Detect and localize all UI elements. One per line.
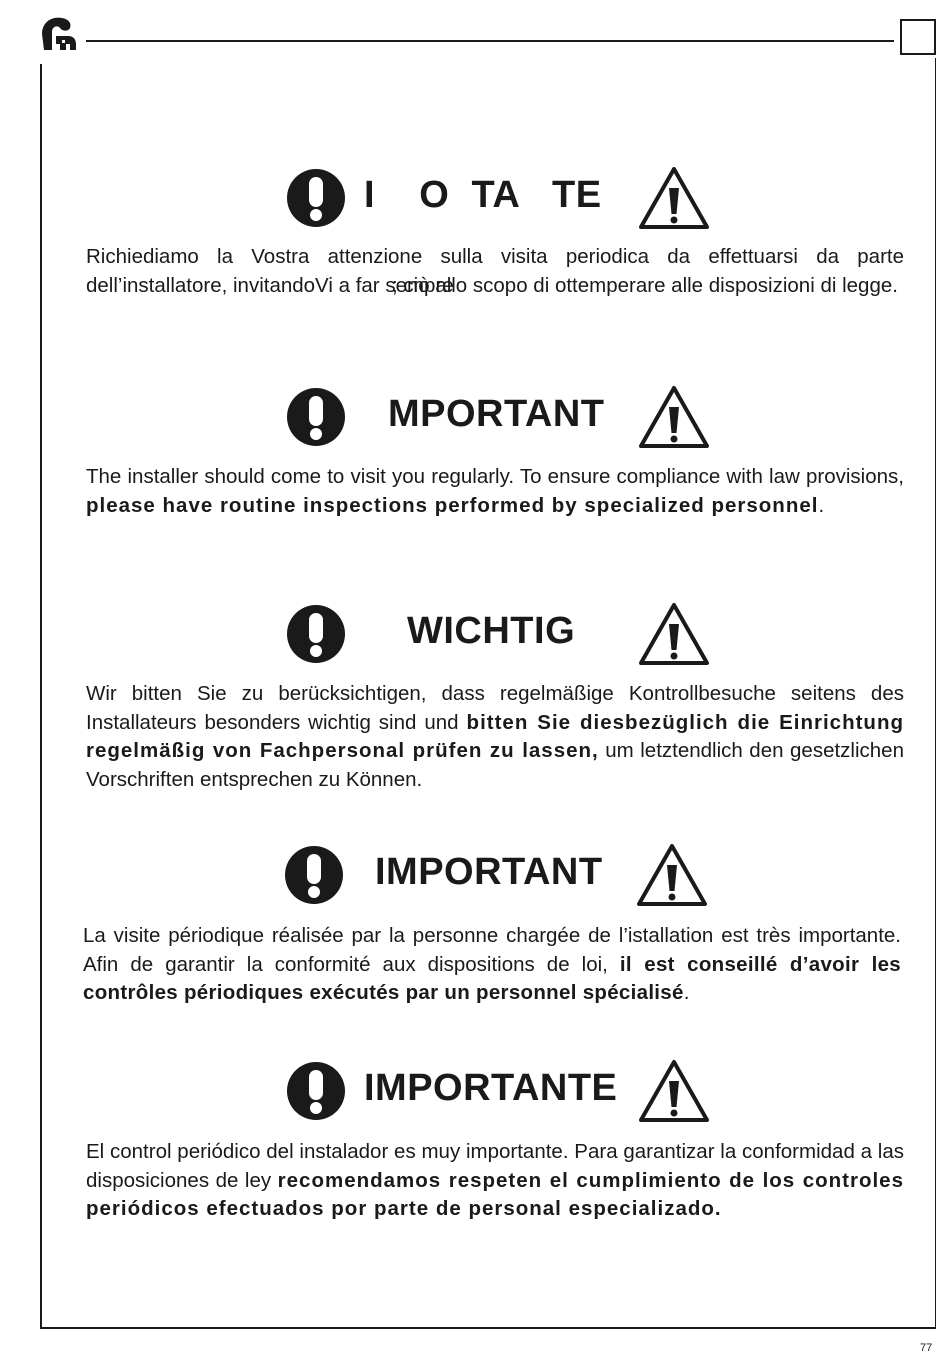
- paragraph-text: Richiediamo la Vostra attenzione sulla visita periodica da effettuarsi da parte dell’installatore, invitandoVi a far sempre: [86, 245, 904, 297]
- paragraph-german: [86, 680, 904, 794]
- paragraph-text: The installer should come to visit you regularly. To ensure compliance with law provisions,: [86, 465, 904, 488]
- paragraph-text: Wir bitten Sie zu berücksichtigen, dass regelmäßige Kontrollbesuche seitens des Installateurs besonders wichtig sind und: [86, 682, 904, 734]
- exclamation-circle-icon: [286, 168, 346, 228]
- heading-title: I O TA TE: [364, 174, 602, 216]
- left-border: [40, 64, 42, 1328]
- paragraph-bold-text: bitten Sie diesbezüglich die Einrichtung regelmäßig von Fachpersonal prüfen zu lassen,: [86, 710, 905, 763]
- paragraph-bold-text: il est conseillé d’avoir les contrôles périodiques exécutés par un personnel spécialisé: [83, 952, 901, 1005]
- page-box: [900, 19, 936, 55]
- paragraph-spanish: [86, 1138, 904, 1224]
- heading-title: WICHTIG: [407, 610, 576, 652]
- heading-title: IMPORTANTE: [364, 1067, 618, 1109]
- warning-triangle-icon: [636, 843, 708, 907]
- paragraph-bold-text: please have routine inspections performed by specialized personnel: [86, 493, 819, 517]
- warning-triangle-icon: [638, 602, 710, 666]
- right-border: [935, 58, 936, 1328]
- warning-triangle-icon: [638, 385, 710, 449]
- paragraph-bold-text: recomendamos respeten el cumplimiento de los controles periódicos efectuados por parte de personal especializado.: [86, 1168, 904, 1221]
- paragraph-text: La visite périodique réalisée par la personne chargée de l’istallation est très importante. Afin de garantir la conformité aux dispositions de loi,: [83, 924, 901, 976]
- paragraph-italian: [86, 243, 904, 300]
- paragraph-text: El control periódico del instalador es muy importante. Para garantizar la conformidad a las disposiciones de ley: [86, 1140, 904, 1192]
- heading-title: MPORTANT: [388, 393, 605, 435]
- heading-title: IMPORTANT: [375, 851, 603, 893]
- heading-german: [286, 602, 716, 666]
- heading-english: [286, 385, 716, 449]
- warning-triangle-icon: [638, 166, 710, 230]
- bottom-rule: [40, 1327, 936, 1329]
- exclamation-circle-icon: [286, 387, 346, 447]
- heading-spanish: [286, 1059, 716, 1123]
- top-rule: [86, 40, 894, 42]
- paragraph-french: [83, 922, 901, 1008]
- exclamation-circle-icon: [286, 604, 346, 664]
- exclamation-circle-icon: [286, 1061, 346, 1121]
- heading-french: [284, 843, 714, 907]
- warning-triangle-icon: [638, 1059, 710, 1123]
- heading-italian: [286, 166, 716, 230]
- brand-logo-icon: [38, 14, 80, 56]
- page-number: 77: [920, 1342, 933, 1354]
- paragraph-text: .: [818, 493, 825, 517]
- exclamation-circle-icon: [284, 845, 344, 905]
- paragraph-text: .: [683, 981, 690, 1005]
- paragraph-text: ; ciò allo scopo di ottemperare alle disposizioni di legge.: [392, 273, 898, 297]
- paragraph-text: um letztendlich den gesetzlichen Vorschriften entsprechen zu Können.: [86, 739, 904, 791]
- paragraph-english: [86, 463, 904, 520]
